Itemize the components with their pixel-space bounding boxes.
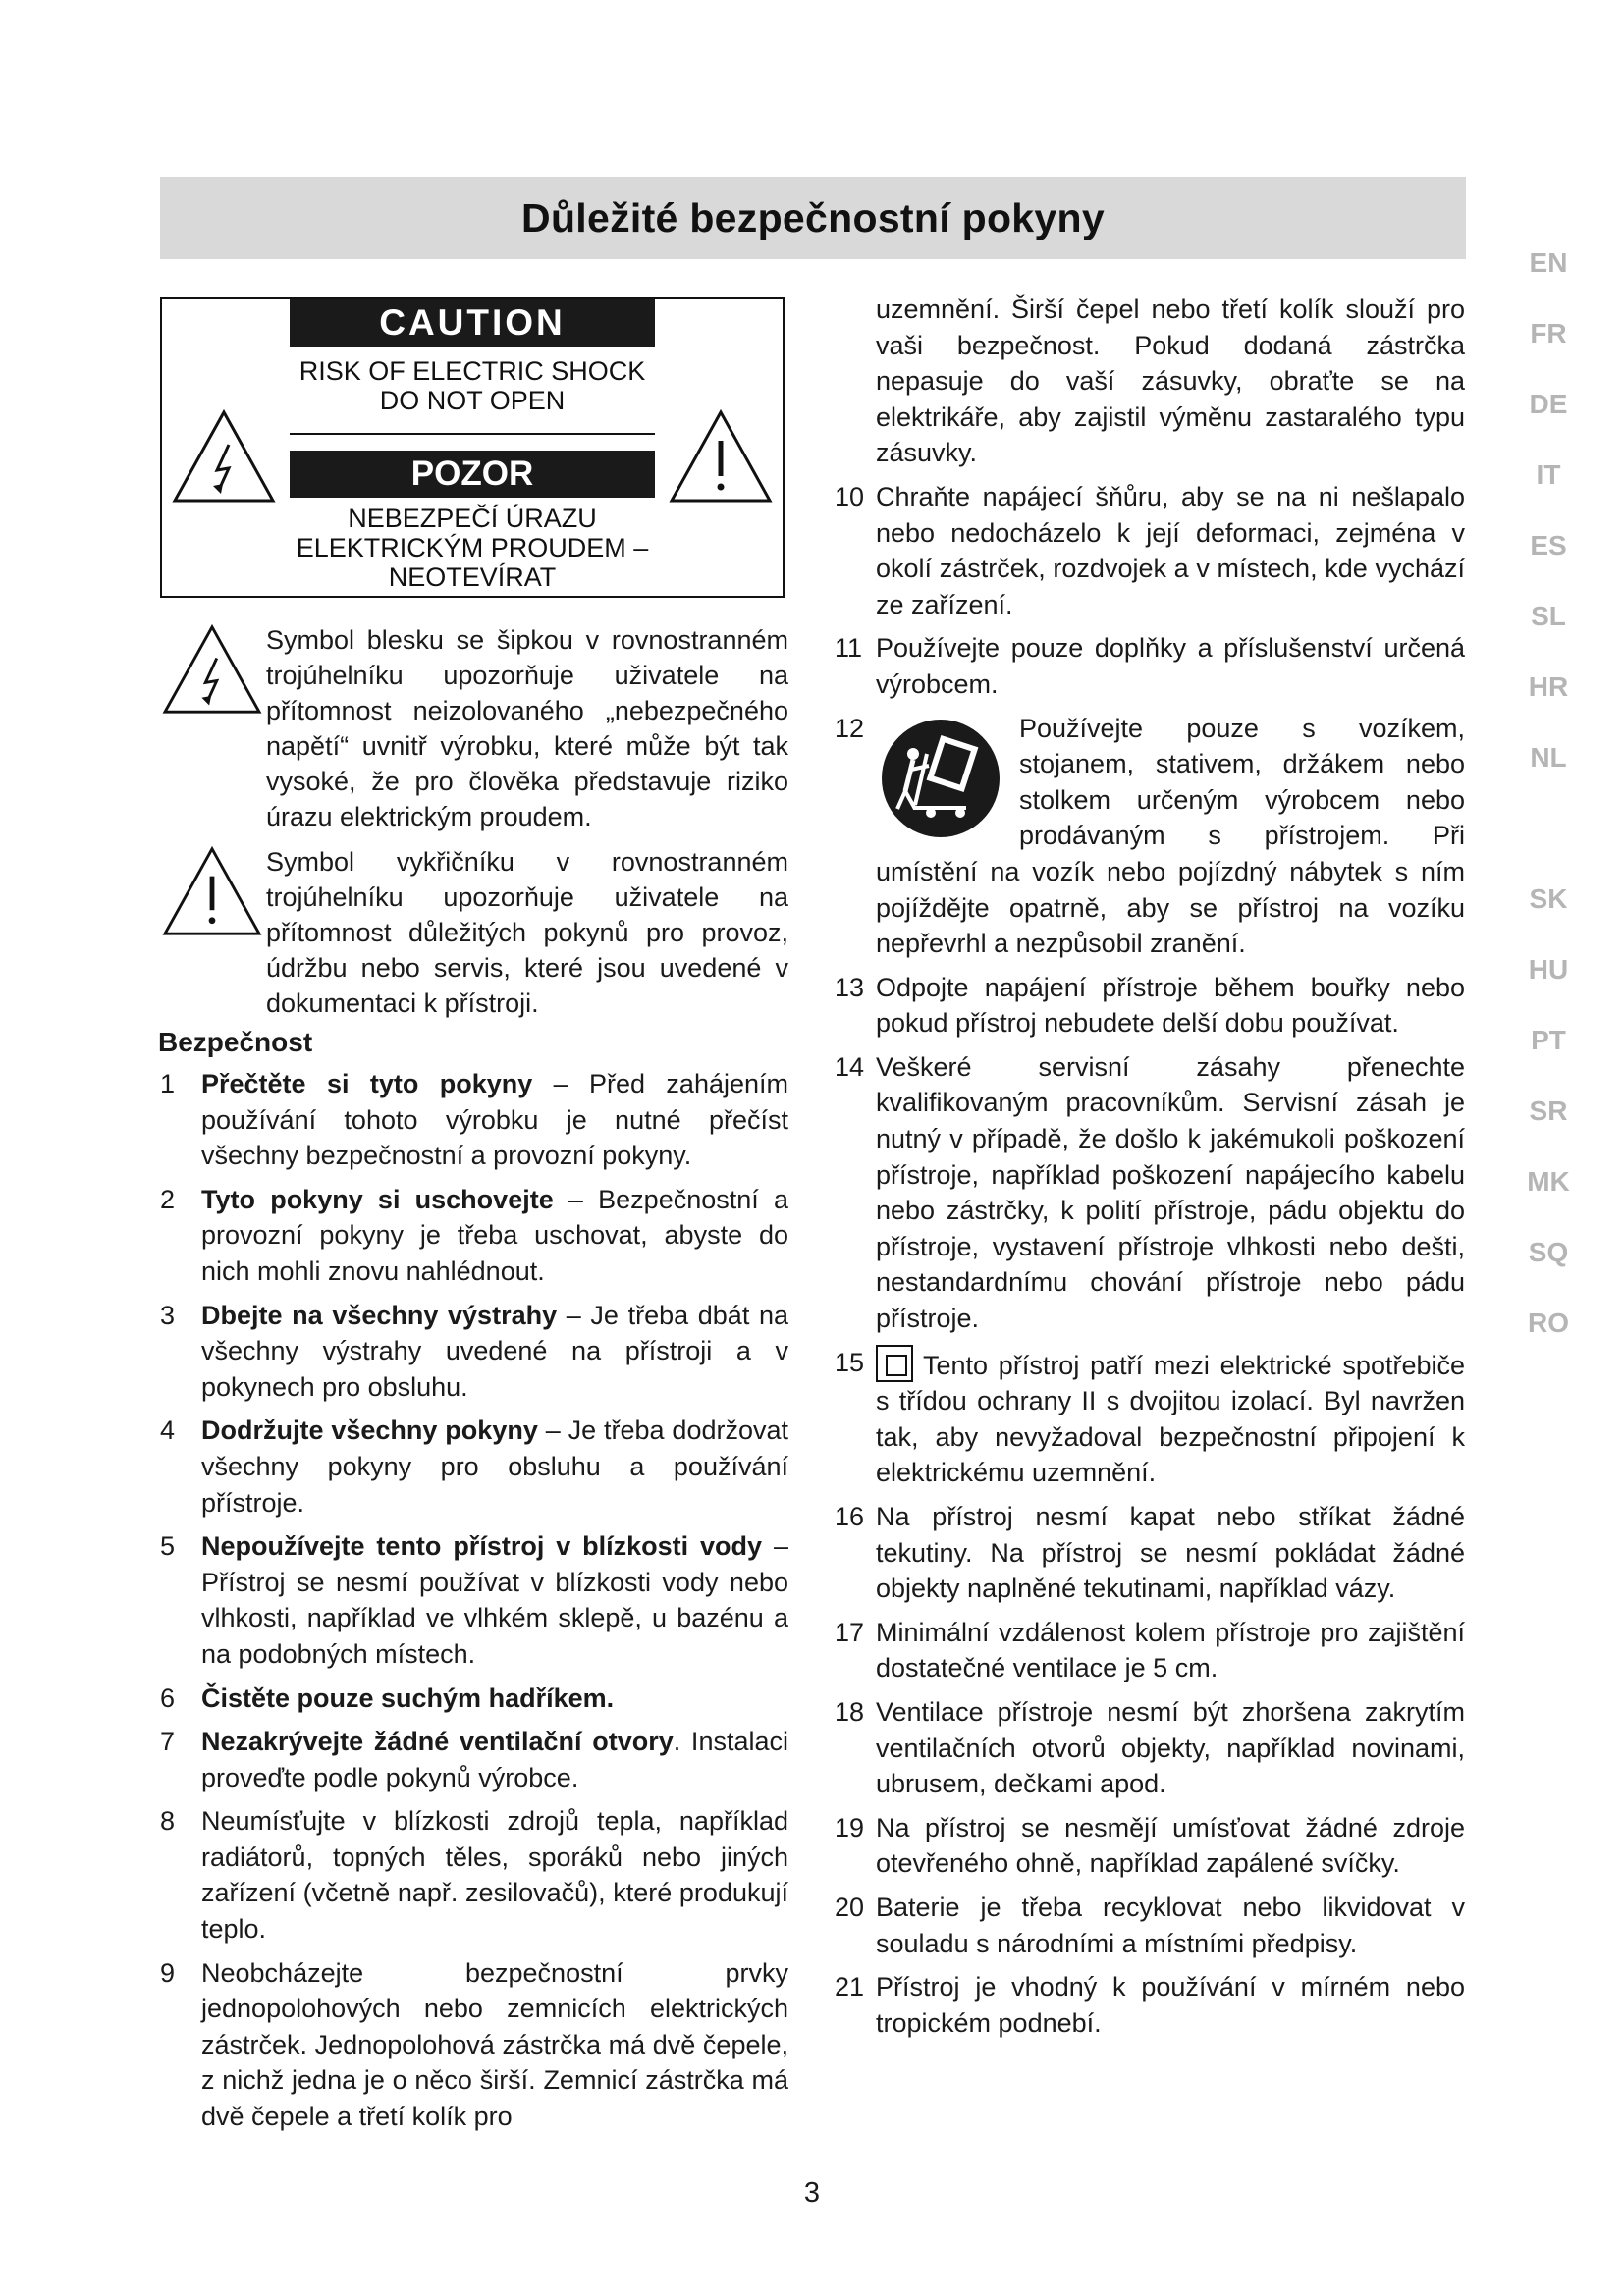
caution-text-line: RISK OF ELECTRIC SHOCK	[298, 356, 646, 386]
double-insulation-icon	[876, 1345, 913, 1382]
lightning-symbol-text: Symbol blesku se šipkou v rovnostranném trojúhelníku upozorňuje uživatele na přítomnost neizolovaného „nebezpečného napětí“ uvnitř výrobku, které může být tak vysoké, že pro člověka představuje riziko úrazu elektrickým proudem.	[266, 625, 788, 831]
item-text: Používejte pouze doplňky a příslušenství určená výrobcem.	[876, 633, 1465, 699]
item-number: 11	[835, 633, 863, 664]
list-item	[160, 1681, 788, 1717]
page-title: Důležité bezpečnostní pokyny	[521, 194, 1105, 240]
language-nav	[1508, 228, 1589, 1359]
list-item	[160, 1724, 788, 1795]
item-text: Chraňte napájecí šňůru, aby se na ni nešlapalo nebo nedocházelo k její deformaci, zejména v okolí zástrček, rozdvojek a v místech, kde vychází ze zařízení.	[876, 481, 1465, 619]
list-item	[160, 1066, 788, 1174]
lang-hu[interactable]: HU	[1528, 954, 1569, 985]
pozor-text	[290, 504, 655, 592]
item-number: 19	[835, 1812, 865, 1842]
list-item	[160, 1413, 788, 1521]
exclamation-warning-icon	[667, 407, 775, 506]
list-item	[835, 1810, 1465, 1882]
lang-fr[interactable]: FR	[1530, 318, 1567, 348]
item-number: 16	[835, 1502, 865, 1531]
item-lead: Dbejte na všechny výstrahy	[201, 1300, 558, 1330]
exclamation-warning-icon	[160, 844, 264, 938]
list-item	[160, 1803, 788, 1947]
item-number: 9	[160, 1957, 176, 1988]
lang-sk[interactable]: SK	[1529, 883, 1568, 914]
lang-it[interactable]: IT	[1536, 459, 1561, 490]
list-item	[835, 630, 1465, 702]
lang-pt[interactable]: PT	[1531, 1025, 1566, 1055]
item-number: 6	[160, 1682, 176, 1713]
lang-nl[interactable]: NL	[1530, 742, 1567, 773]
item-text: Neobcházejte bezpečnostní prvky jednopolohových nebo zemnicích elektrických zástrček. Jednopolohová zástrčka má dvě čepele, z nichž jedna je o něco širší. Zemnicí zástrčka má dvě čepele a třetí kolík pro	[201, 1957, 788, 2132]
lang-cz-active[interactable]: CZ	[1508, 793, 1589, 864]
lang-ro[interactable]: RO	[1528, 1308, 1569, 1338]
item-lead: Tyto pokyny si uschovejte	[201, 1184, 554, 1214]
list-item	[835, 711, 1465, 962]
item-number: 20	[835, 1892, 865, 1922]
caution-text-line: DO NOT OPEN	[379, 386, 566, 415]
list-item	[835, 1615, 1465, 1686]
lang-hr[interactable]: HR	[1528, 671, 1569, 702]
list-item	[835, 1499, 1465, 1607]
item-text: Na přístroj se nesmějí umísťovat žádné zdroje otevřeného ohně, například zapálené svíčky.	[876, 1812, 1465, 1879]
list-item	[835, 1694, 1465, 1802]
item-number: 17	[835, 1617, 865, 1647]
item-number: 2	[160, 1184, 176, 1214]
list-item	[160, 1298, 788, 1406]
list-item	[835, 479, 1465, 622]
item-number: 5	[160, 1531, 176, 1562]
pozor-label: POZOR	[290, 451, 655, 498]
lang-de[interactable]: DE	[1529, 389, 1568, 419]
item-lead: Dodržujte všechny pokyny	[201, 1415, 538, 1446]
page-title-bar	[160, 177, 1466, 259]
item-number: 18	[835, 1696, 865, 1727]
caution-divider	[290, 433, 655, 435]
item-text: – Je třeba dbát na všechny výstrahy uvedené na přístroji a v pokynech pro obsluhu.	[201, 1300, 788, 1402]
list-item	[835, 1049, 1465, 1337]
lang-sr[interactable]: SR	[1529, 1095, 1568, 1126]
item-number: 21	[835, 1972, 865, 2002]
page-number: 3	[803, 2177, 821, 2209]
item-text: Baterie je třeba recyklovat nebo likvidovat v souladu s národními a místními předpisy.	[876, 1892, 1465, 1958]
cart-warning-icon	[876, 715, 1005, 842]
item-number: 8	[160, 1806, 176, 1837]
lang-sl[interactable]: SL	[1531, 601, 1566, 631]
list-item	[160, 1528, 788, 1672]
caution-panel	[290, 299, 655, 598]
item-text: Tento přístroj patří mezi elektrické spotřebiče s třídou ochrany II s dvojitou izolací. Byl navržen tak, aby nevyžadoval bezpečnostní připojení k elektrickému uzemnění.	[876, 1350, 1465, 1488]
item-number: 1	[160, 1069, 176, 1098]
item-text: Minimální vzdálenost kolem přístroje pro zajištění dostatečné ventilace je 5 cm.	[876, 1617, 1465, 1683]
item-number: 15	[835, 1347, 865, 1377]
pozor-text-line: NEBEZPEČÍ ÚRAZU	[348, 504, 597, 533]
item-number: 13	[835, 972, 865, 1002]
lang-en[interactable]: EN	[1529, 247, 1568, 278]
item-lead: Nepoužívejte tento přístroj v blízkosti vody	[201, 1531, 763, 1562]
left-column	[160, 1066, 788, 2143]
list-item	[835, 1345, 1465, 1491]
item-text: Přístroj je vhodný k používání v mírném nebo tropickém podnebí.	[876, 1972, 1465, 2038]
item-continuation: uzemnění. Širší čepel nebo třetí kolík slouží pro vaši bezpečnost. Pokud dodaná zástrčka nepasuje do vaší zásuvky, obraťte se na elektrikáře, aby zajistil výměnu zastaralého typu zásuvky.	[876, 294, 1465, 468]
item-text: – Před zahájením používání tohoto výrobku je nutné přečíst všechny bezpečnostní a provozní pokyny.	[201, 1069, 789, 1171]
lang-es[interactable]: ES	[1530, 530, 1567, 561]
item-text: – Přístroj se nesmí používat v blízkosti vody nebo vlhkosti, například ve vlhkém sklepě, u bazénu a na podobných místech.	[201, 1531, 788, 1669]
item-text: – Je třeba dodržovat všechny pokyny pro obsluhu a používání přístroje.	[201, 1415, 788, 1518]
lang-sq[interactable]: SQ	[1528, 1237, 1569, 1267]
item-text: Ventilace přístroje nesmí být zhoršena zakrytím ventilačních otvorů objekty, například novinami, ubrusem, dečkami apod.	[876, 1696, 1465, 1799]
list-item	[835, 1969, 1465, 2041]
item-text: Neumísťujte v blízkosti zdrojů tepla, například radiátorů, topných těles, sporáků nebo jiných zařízení (včetně např. zesilovačů), které produkují teplo.	[201, 1806, 788, 1945]
item-text: . Instalaci proveďte podle pokynů výrobce.	[201, 1727, 788, 1792]
item-number: 7	[160, 1727, 176, 1757]
lightning-symbol-explanation	[160, 622, 788, 834]
list-item	[160, 1182, 788, 1290]
item-text: Veškeré servisní zásahy přenechte kvalifikovaným pracovníkům. Servisní zásah je nutný v případě, že došlo k jakémukoli poškození přístroje, například poškození napájecího kabelu nebo zástrčky, k polití přístroje, pádu objektu do přístroje, vystavení přístroje vlhkosti nebo dešti, nestandardnímu chování přístroje nebo pádu přístroje.	[876, 1051, 1465, 1334]
item-text: – Bezpečnostní a provozní pokyny je třeba uschovat, abyste do nich mohli znovu nahlédnout.	[201, 1184, 788, 1286]
lightning-warning-icon	[170, 407, 278, 506]
item-lead: Přečtěte si tyto pokyny	[201, 1069, 533, 1098]
caution-text	[290, 356, 655, 425]
item-lead: Čistěte pouze suchým hadříkem.	[201, 1682, 615, 1713]
exclamation-symbol-text: Symbol vykřičníku v rovnostranném trojúhelníku upozorňuje uživatele na přítomnost důležitých pokynů pro provoz, údržbu nebo servis, které jsou uvedené v dokumentaci k přístroji.	[266, 847, 788, 1018]
caution-box	[160, 297, 785, 598]
lang-mk[interactable]: MK	[1527, 1166, 1570, 1197]
item-number: 12	[835, 713, 865, 743]
item-lead: Nezakrývejte žádné ventilační otvory	[201, 1727, 674, 1757]
pozor-text-line: ELEKTRICKÝM PROUDEM –	[296, 533, 649, 562]
list-item	[835, 970, 1465, 1041]
list-item	[160, 1955, 788, 2135]
list-item	[835, 1890, 1465, 1961]
item-number: 3	[160, 1300, 176, 1330]
item-number: 4	[160, 1415, 176, 1446]
exclamation-symbol-explanation	[160, 844, 788, 1021]
right-column	[835, 292, 1465, 2049]
item-number: 10	[835, 481, 865, 511]
item-text: Používejte pouze s vozíkem, stojanem, stativem, držákem nebo stolkem určeným výrobcem nebo prodávaným s přístrojem. Při umístění na vozík nebo pojízdný nábytek s ním pojíždějte opatrně, aby se přístroj na vozíku nepřevrhl a nezpůsobil zranění.	[876, 713, 1465, 959]
item-number: 14	[835, 1051, 865, 1082]
section-heading: Bezpečnost	[158, 1027, 313, 1057]
caution-label: CAUTION	[290, 299, 655, 347]
item-text: Odpojte napájení přístroje během bouřky nebo pokud přístroj nebudete delší dobu používat.	[876, 972, 1465, 1039]
pozor-text-line: NEOTEVÍRAT	[388, 562, 557, 592]
item-text: Na přístroj nesmí kapat nebo stříkat žádné tekutiny. Na přístroj se nesmí pokládat žádné objekty naplněné tekutinami, například vázy.	[876, 1502, 1465, 1604]
lightning-warning-icon	[160, 622, 264, 717]
